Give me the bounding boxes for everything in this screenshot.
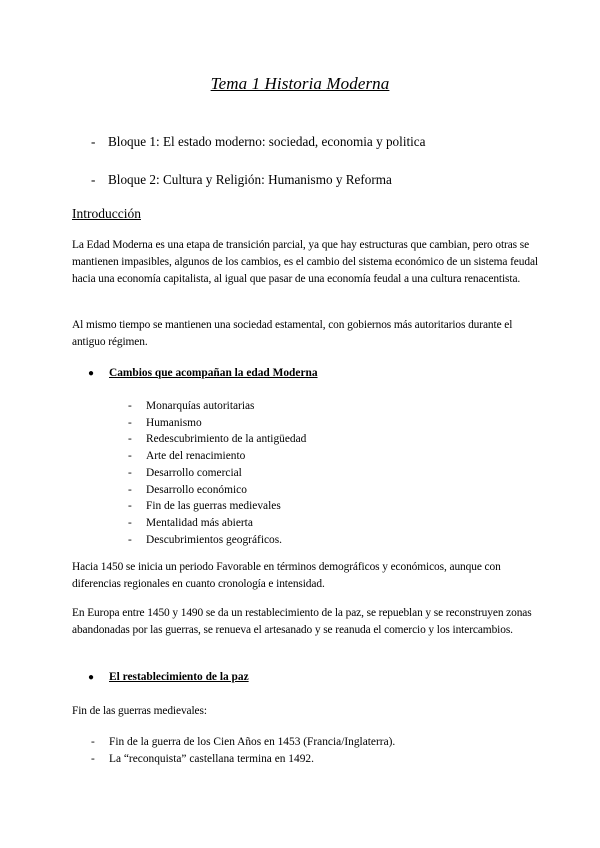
dash-marker: - <box>128 533 132 546</box>
dash-marker: - <box>128 483 132 496</box>
paragraph-europa: En Europa entre 1450 y 1490 se da un restablecimiento de la paz, se repueblan y se reconstruyen zonas abandonadas por las guerras, se renueva el artesanado y se reanuda el comercio y los intercambios. <box>72 607 532 636</box>
list-item-text: Desarrollo comercial <box>146 466 242 479</box>
list-item <box>128 498 306 515</box>
section-heading-cambios <box>88 367 318 379</box>
intro-heading: Introducción <box>72 206 141 221</box>
dash-marker: - <box>91 172 96 187</box>
list-item <box>128 515 306 532</box>
list-item <box>128 465 306 482</box>
paragraph-intro: La Edad Moderna es una etapa de transición parcial, ya que hay estructuras que cambian, pero otras se mantienen impasibles, algunos de los cambios, es el cambio del sistema económico de un sistema feudal hacia una economía capitalista, al igual que pasar de una economía feudal a una cultura renacentista. <box>72 239 538 285</box>
list-item-text: Redescubrimiento de la antigüedad <box>146 433 307 446</box>
list-item <box>128 431 306 448</box>
list-item-text: Arte del renacimiento <box>146 450 246 463</box>
bloque-item-2 <box>91 172 392 188</box>
paz-list <box>91 734 395 767</box>
list-item <box>128 448 306 465</box>
bullet-icon: ● <box>88 368 95 379</box>
dash-marker: - <box>128 466 132 479</box>
dash-marker: - <box>91 736 95 748</box>
dash-marker: - <box>128 450 132 463</box>
dash-marker: - <box>91 134 96 149</box>
dash-marker: - <box>128 516 132 529</box>
section-heading-text: El restablecimiento de la paz <box>109 671 249 683</box>
list-item-text: Monarquías autoritarias <box>146 400 255 412</box>
bloque-text: Bloque 2: Cultura y Religión: Humanismo y Reforma <box>108 172 392 187</box>
bloque-text: Bloque 1: El estado moderno: sociedad, economia y politica <box>108 134 426 149</box>
bullet-icon: ● <box>88 672 95 683</box>
list-item-text: Descubrimientos geográficos. <box>146 533 283 546</box>
list-item-text: Fin de las guerras medievales <box>146 500 281 513</box>
cambios-list <box>128 398 306 548</box>
dash-marker: - <box>128 400 132 412</box>
dash-marker: - <box>91 752 95 765</box>
dash-marker: - <box>128 500 132 513</box>
dash-marker: - <box>128 416 132 429</box>
list-item <box>128 415 306 432</box>
list-item <box>128 532 306 549</box>
bloque-item-1 <box>91 134 426 150</box>
list-item-text: Humanismo <box>146 416 202 429</box>
section-heading-paz <box>88 671 249 683</box>
list-item-text: Mentalidad más abierta <box>146 516 253 529</box>
list-item <box>128 482 306 499</box>
section-heading-text: Cambios que acompañan la edad Moderna <box>109 367 318 379</box>
dash-marker: - <box>128 433 132 446</box>
list-item-text: Fin de la guerra de los Cien Años en 1453 (Francia/Inglaterra). <box>109 736 396 748</box>
paragraph-society: Al mismo tiempo se mantienen una sociedad estamental, con gobiernos más autoritarios durante el antiguo régimen. <box>72 319 513 348</box>
list-item <box>91 734 395 751</box>
list-item-text: Desarrollo económico <box>146 483 247 496</box>
paragraph-1450: Hacia 1450 se inicia un periodo Favorable en términos demográficos y económicos, aunque con diferencias regionales en cuanto cronología e intensidad. <box>72 561 501 590</box>
paragraph-fin-guerras: Fin de las guerras medievales: <box>72 705 207 717</box>
list-item <box>91 751 395 768</box>
list-item-text: La “reconquista” castellana termina en 1492. <box>109 752 314 765</box>
document-title: Tema 1 Historia Moderna <box>210 74 390 93</box>
list-item <box>128 398 306 415</box>
